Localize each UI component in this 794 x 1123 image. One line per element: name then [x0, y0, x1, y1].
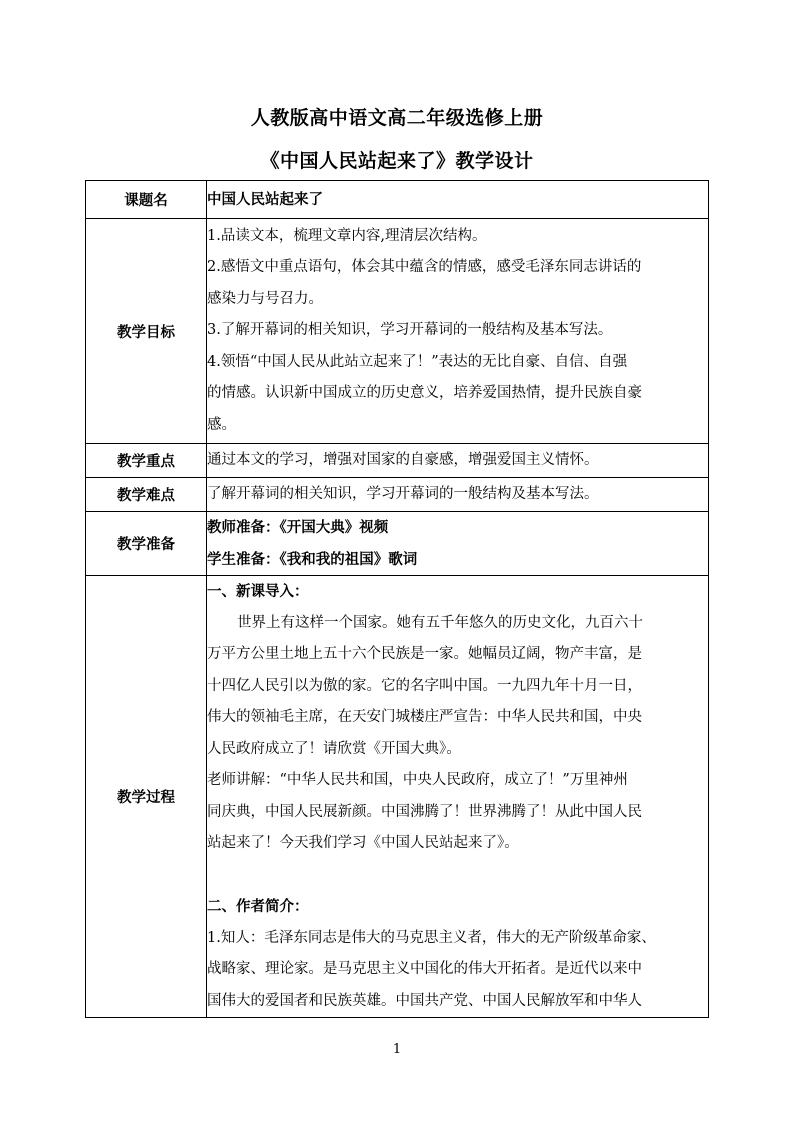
topic-value: 中国人民站起来了: [207, 181, 709, 219]
goals-row: [86, 219, 709, 444]
preparation-label: 教学准备: [86, 512, 207, 576]
goals-label: 教学目标: [86, 219, 207, 444]
goal-line: 1.品读文本，梳理文章内容,理清层次结构。: [207, 227, 487, 244]
paragraph-line: 1.知人：毛泽东同志是伟大的马克思主义者，伟大的无产阶级革命家、: [207, 929, 656, 946]
document-title: 人教版高中语文高二年级选修上册: [250, 107, 544, 129]
paragraph-line: 世界上有这样一个国家。她有五千年悠久的历史文化，九百六十: [237, 614, 643, 631]
key-points-row: [86, 444, 709, 478]
section-heading: 一、新课导入：: [207, 583, 309, 600]
student-preparation: 学生准备：《我和我的祖国》歌词: [207, 550, 418, 568]
paragraph-line: 人民政府成立了！请欣赏《开国大典》。: [207, 740, 461, 757]
preparation-row: [86, 512, 709, 576]
process-row: [86, 576, 709, 1018]
difficulties-row: [86, 478, 709, 512]
difficulties-value: 了解开幕词的相关知识，学习开幕词的一般结构及基本写法。: [207, 478, 709, 512]
goal-line: 感染力与号召力。: [207, 290, 323, 307]
goal-line: 感。: [207, 416, 236, 433]
page-number: 1: [392, 1042, 402, 1057]
paragraph-line: 同庆典，中国人民展新颜。中国沸腾了！世界沸腾了！从此中国人民: [207, 803, 642, 820]
process-label: 教学过程: [86, 576, 207, 1018]
process-content: [207, 576, 709, 1018]
key-points-value: 通过本文的学习，增强对国家的自豪感，增强爱国主义情怀。: [207, 444, 709, 478]
section-heading: 二、作者简介：: [207, 898, 309, 915]
paragraph-line: 站起来了！今天我们学习《中国人民站起来了》。: [207, 835, 519, 851]
teacher-preparation: 教师准备：《开国大典》视频: [207, 519, 389, 536]
goal-line: 4.领悟“中国人民从此站立起来了！”表达的无比自豪、自信、自强: [207, 353, 628, 370]
key-points-label: 教学重点: [86, 444, 207, 478]
paragraph-line: 老师讲解：“中华人民共和国，中央人民政府，成立了！”万里神州: [207, 772, 628, 788]
document-subtitle: 《中国人民站起来了》教学设计: [260, 150, 534, 172]
paragraph-line: 十四亿人民引以为傲的家。它的名字叫中国。一九四九年十月一日，: [207, 677, 642, 694]
goals-content: [207, 219, 709, 444]
paragraph-line: 战略家、理论家。是马克思主义中国化的伟大开拓者。是近代以来中: [207, 961, 642, 977]
topic-label: 课题名: [86, 181, 207, 219]
difficulties-label: 教学难点: [86, 478, 207, 512]
topic-row: [86, 181, 709, 219]
paragraph-line: 伟大的领袖毛主席，在天安门城楼庄严宣告：中华人民共和国，中央: [207, 709, 642, 725]
preparation-content: [207, 512, 709, 576]
spacer: [207, 860, 708, 892]
paragraph-line: 万平方公里土地上五十六个民族是一家。她幅员辽阔，物产丰富，是: [207, 646, 642, 662]
goal-line: 的情感。认识新中国成立的历史意义，培养爱国热情，提升民族自豪: [207, 385, 642, 402]
goal-line: 2.感悟文中重点语句，体会其中蕴含的情感，感受毛泽东同志讲话的: [207, 259, 642, 276]
paragraph-line: 国伟大的爱国者和民族英雄。中国共产党、中国人民解放军和中华人: [207, 992, 642, 1009]
lesson-plan-table: [85, 180, 709, 1018]
goal-line: 3.了解开幕词的相关知识，学习开幕词的一般结构及基本写法。: [207, 322, 613, 339]
